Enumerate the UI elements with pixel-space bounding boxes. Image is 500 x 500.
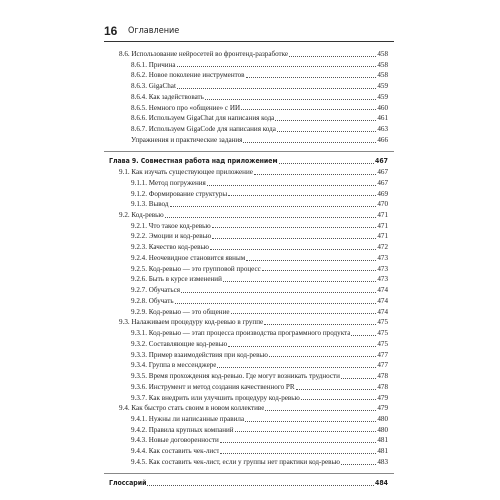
dot-leader [243,142,376,143]
toc-entry-title: 9.4.1. Нужны ли написанные правила [131,414,245,423]
toc-entry-title: 9.3. Налаживаем процедуру код-ревью в группе [119,318,264,327]
toc-entry [109,199,388,210]
toc-entry-title: 8.6.5. Немного про «общение» с ИИ [131,103,241,112]
toc-entry [109,457,388,468]
toc-entry-title: 8.6.6. Используем GigaChat для написания кода [131,114,275,123]
toc-entry [109,425,388,436]
toc-entry-page: 469 [377,189,388,198]
toc-entry [109,60,388,71]
toc-entry-page: 471 [377,211,388,220]
toc-entry [109,403,388,414]
dot-leader [175,303,377,304]
dot-leader [177,88,376,89]
toc-entry-page: 459 [377,92,388,101]
toc-entry-title: Упражнения и практические задания [131,135,243,144]
toc-entry-page: 478 [377,372,388,381]
dot-leader [265,410,376,411]
toc-entry-title: 8.6.4. Как задействовать [131,92,204,101]
dot-leader [351,335,376,336]
dot-leader [220,442,377,443]
toc-entry-title: 9.1.2. Формирование структуры [131,189,228,198]
dot-leader [210,249,376,250]
toc-entry [109,264,388,275]
dot-leader [223,281,376,282]
toc-entry [109,178,388,189]
dot-leader [165,217,377,218]
toc-entry-title: 9.3.2. Составляющие код-ревью [131,339,228,348]
section-divider [109,468,388,479]
toc-entry-page: 458 [377,60,388,69]
toc-entry-title: 9.3.7. Как внедрить или улучшить процедуру код-ревью [131,393,300,402]
toc-entry [109,167,388,178]
dot-leader [205,99,376,100]
toc-entry-title: 8.6.3. GigaChat [131,82,176,91]
dot-leader [301,399,377,400]
dot-leader [246,260,376,261]
toc-entry-page: 460 [377,103,388,112]
toc-entry [109,360,388,371]
toc-entry [109,274,388,285]
toc-entry-title: 9.4.5. Как составить чек-лист, если у группы нет практики код-ревью [131,457,340,466]
toc-entry-page: 480 [377,414,388,423]
toc-entry-page: 484 [375,479,388,488]
dot-leader [231,313,377,314]
dot-leader [181,292,376,293]
section-divider [109,146,388,157]
dot-leader [254,174,376,175]
toc-entry [109,49,388,60]
dot-leader [296,389,377,390]
toc-chapter [109,156,388,167]
toc-entry [109,210,388,221]
toc-entry [109,231,388,242]
toc-entry-title: 9.3.1. Код-ревью — этап процесса производства программного продукта [131,329,351,338]
dot-leader [220,453,376,454]
toc-entry-title: 9.2.8. Обучать [131,296,174,305]
toc-entry-page: 473 [377,275,388,284]
toc-entry-page: 479 [377,393,388,402]
toc-entry-title: 9.2. Код-ревью [119,211,164,220]
toc-entry-page: 470 [377,200,388,209]
toc-entry-page: 477 [377,350,388,359]
dot-leader [228,346,376,347]
toc-entry-title: 9.2.1. Что такое код-ревью [131,221,211,230]
toc-entry-title: 9.3.4. Группа в мессенджере [131,361,217,370]
dot-leader [177,66,377,67]
toc-entry-page: 467 [377,178,388,187]
toc-entry-page: 467 [377,168,388,177]
page-number: 16 [104,24,118,38]
toc-entry-page: 461 [377,114,388,123]
dot-leader [341,464,376,465]
toc-entry-page: 473 [377,253,388,262]
toc-entry [109,339,388,350]
toc-entry-page: 480 [377,425,388,434]
table-of-contents [109,49,388,489]
toc-entry-page: 472 [377,243,388,252]
toc-entry [109,350,388,361]
dot-leader [147,485,374,486]
toc-entry-page: 475 [377,339,388,348]
toc-entry [109,307,388,318]
toc-entry-title: 9.1.3. Вывод [131,200,169,209]
toc-entry [109,446,388,457]
toc-entry-page: 459 [377,82,388,91]
dot-leader [264,324,376,325]
toc-entry-page: 475 [377,329,388,338]
toc-glossary [109,478,388,489]
toc-entry-title: 9.4. Как быстро стать своим в новом коллективе [119,404,265,413]
toc-entry-title: 9.2.9. Код-ревью — это общение [131,307,230,316]
toc-entry [109,92,388,103]
toc-entry-title: 8.6.7. Используем GigaCode для написания кода [131,125,276,134]
toc-entry [109,70,388,81]
toc-entry-page: 474 [377,296,388,305]
dot-leader [207,185,377,186]
toc-entry [109,81,388,92]
toc-entry-page: 481 [377,436,388,445]
toc-entry [109,371,388,382]
toc-entry [109,135,388,146]
dot-leader [241,109,376,110]
toc-entry-title: 9.2.7. Обучаться [131,286,181,295]
toc-entry [109,242,388,253]
toc-entry-page: 466 [377,135,388,144]
toc-entry-title: 9.2.3. Качество код-ревью [131,243,209,252]
toc-entry [109,393,388,404]
toc-entry-title: 9.2.4. Неочевидное становится явным [131,253,246,262]
toc-entry-page: 474 [377,307,388,316]
toc-entry-title: 9.2.6. Быть в курсе изменений [131,275,222,284]
toc-entry-title: 9.3.6. Инструмент и метод создания качественного PR [131,382,295,391]
toc-entry-page: 483 [377,457,388,466]
dot-leader [269,356,376,357]
toc-entry-page: 481 [377,447,388,456]
running-title: Оглавление [128,26,180,36]
toc-entry-page: 463 [377,125,388,134]
dot-leader [212,227,377,228]
toc-entry [109,435,388,446]
toc-entry [109,124,388,135]
toc-entry-page: 474 [377,286,388,295]
toc-entry-page: 458 [377,50,388,58]
toc-entry-title: 9.2.5. Код-ревью — это групповой процесс [131,264,261,273]
toc-entry [109,285,388,296]
toc-entry [109,328,388,339]
dot-leader [170,206,377,207]
toc-entry-page: 473 [377,264,388,273]
dot-leader [246,77,377,78]
toc-entry-page: 471 [377,232,388,241]
toc-entry [109,189,388,200]
toc-entry [109,414,388,425]
toc-entry-title: Глоссарий [109,479,147,488]
toc-entry-page: 467 [375,157,388,166]
toc-entry-title: 9.4.3. Новые договоренности [131,436,219,445]
toc-entry [109,317,388,328]
dot-leader [262,270,377,271]
toc-entry [109,382,388,393]
toc-entry-title: 9.4.4. Как составить чек-лист [131,447,220,456]
dot-leader [235,431,377,432]
toc-entry-title: 9.4.2. Правила крупных компаний [131,425,234,434]
toc-entry-page: 478 [377,382,388,391]
dot-leader [245,421,376,422]
toc-entry [109,221,388,232]
toc-entry-page: 458 [377,71,388,80]
toc-entry-page: 477 [377,361,388,370]
dot-leader [217,367,376,368]
toc-entry-title: 9.1. Как изучать существующее приложение [119,168,253,177]
dot-leader [212,238,376,239]
toc-entry [109,113,388,124]
header-rule [104,41,394,42]
dot-leader [277,131,376,132]
toc-entry-title: 9.3.5. Время прохождения код-ревью. Где могут возникать трудности [131,372,340,381]
toc-entry-title: 9.2.2. Эмоции и код-ревью [131,232,212,241]
toc-entry-title: Глава 9. Совместная работа над приложением [109,157,278,166]
page-header [104,24,394,38]
toc-entry-title: 8.6. Использование нейросетей во фронтенд-разработке [119,50,289,58]
toc-entry-page: 475 [377,318,388,327]
toc-entry [109,103,388,114]
dot-leader [279,163,374,164]
toc-entry-page: 471 [377,221,388,230]
dot-leader [341,378,376,379]
dot-leader [228,195,376,196]
toc-entry-title: 9.1.1. Метод погружения [131,178,206,187]
toc-entry-title: 8.6.1. Причина [131,60,176,69]
toc-entry-page: 479 [377,404,388,413]
dot-leader [275,120,376,121]
dot-leader [289,56,376,57]
toc-entry-title: 8.6.2. Новое поколение инструментов [131,71,245,80]
toc-entry [109,253,388,264]
toc-entry [109,296,388,307]
toc-entry-title: 9.3.3. Пример взаимодействия при код-ревью [131,350,268,359]
